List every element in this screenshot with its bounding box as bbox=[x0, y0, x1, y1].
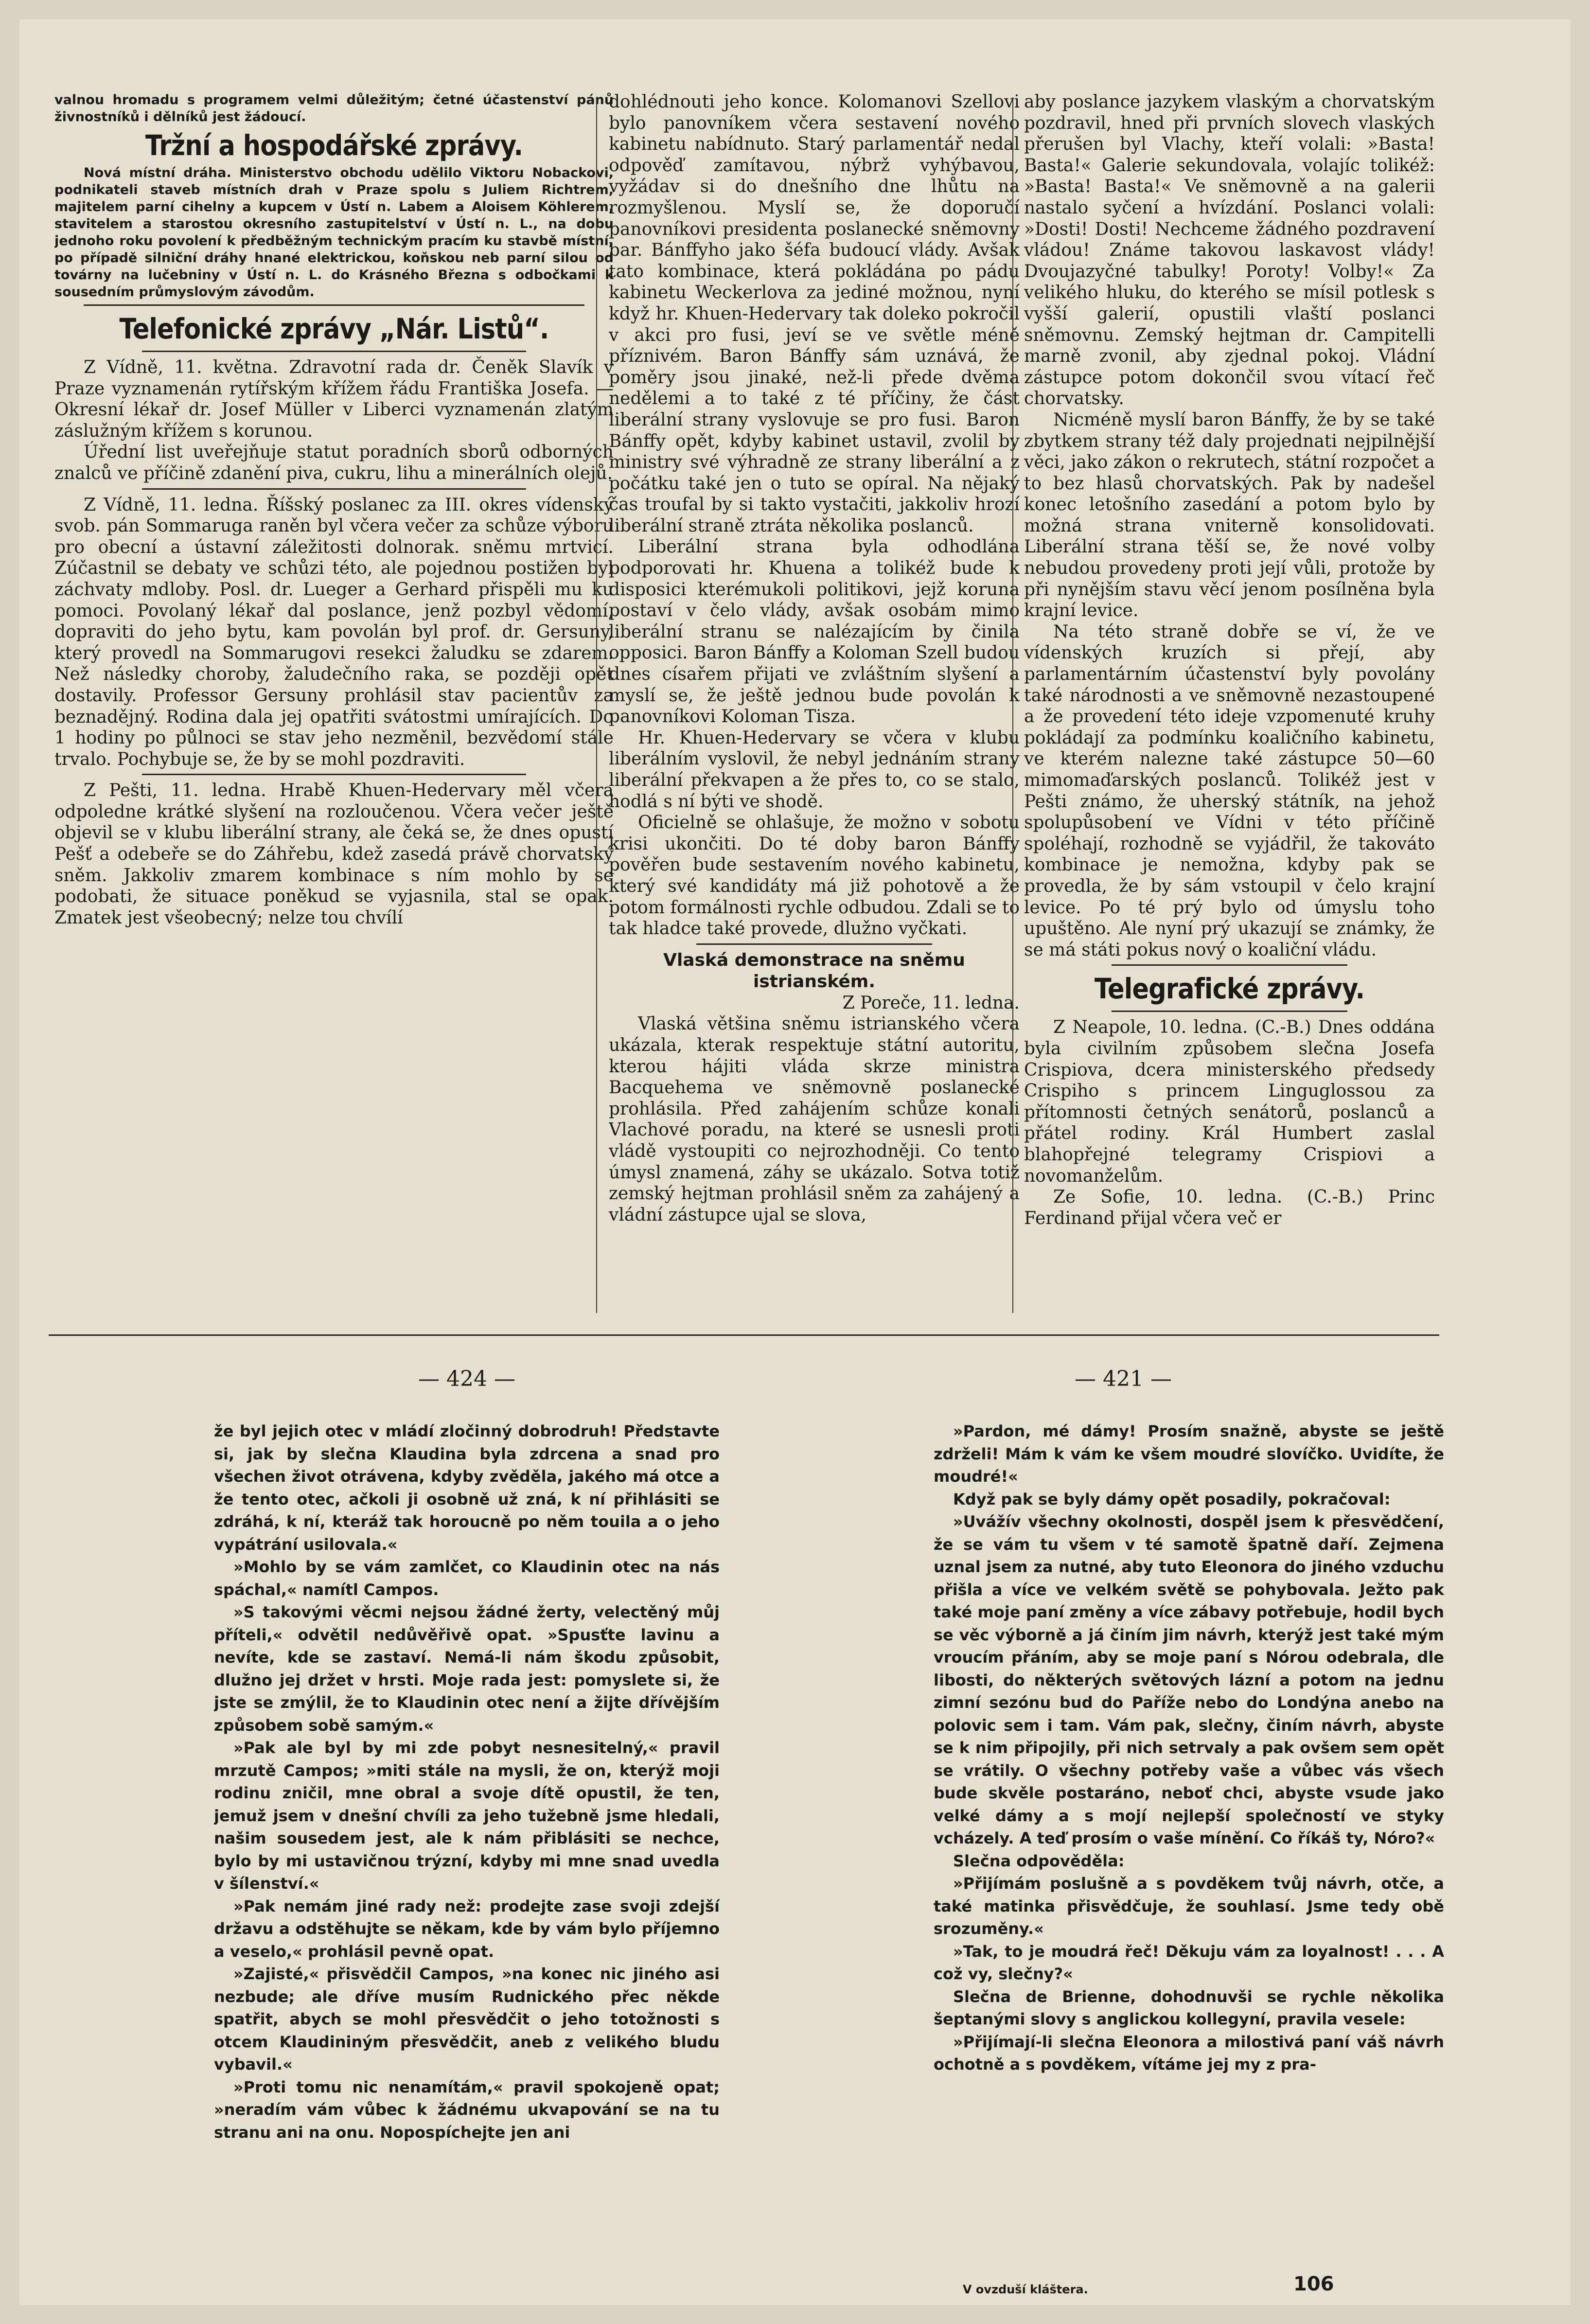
article-paragraph: aby poslance jazykem vlaským a chorvatským pozdravil, hned při prvních slovech vlaských přerušen byl Vlachy, kteří volali: »Basta! Basta!« Galerie sekundovala, volajíc tolikéž: »Basta! Basta!« Ve sněmovně a na galerii nastalo syčení a hvízdání. Poslanci volali: »Dosti! Dosti! Nechceme žádného pozdravení vládou! Známe takovou laskavost vlády! Dvoujazyčné tabulky! Poroty! Volby!« Za velikého hluku, do kterého se mísil potlesk s vyšší galerií, opustili vlaští poslanci sněmovnu. Zemský hejtman dr. Campitelli marně zvonil, aby zjednal pokoj. Vládní zástupce potom dokončil svou vítací řeč chorvatsky. bbox=[1024, 92, 1435, 409]
book-paragraph: »Uvážív všechny okolnosti, dospěl jsem k přesvědčení, že se vám tu všem v té samotě špatně daří. Zejmena uznal jsem za nutné, aby tuto Eleonora do jiného vzduchu přišla a více ve velkém světě se pohybovala. Ježto pak také moje paní změny a více zábavy potřebuje, hodil bych se věc výborně a já činím jim návrh, kterýž jest také mým vroucím přáním, aby se moje paní s Nórou odebrala, dle libosti, do některých světových lázní a potom na jednu zimní sezónu bud do Paříže nebo do Londýna anebo na polovic sem i tam. Vám pak, slečny, činím návrh, abyste se k nim připojily, při nich setrvaly a pak ovšem sem opět se vrátily. O všechny potřeby vaše a vůbec vás všech bude skvěle postaráno, neboť chci, abyste vsude jako velké dámy a s mojí nejlepší společností ve styky vcházely. A teď prosím o vaše mínění. Co říkáš ty, Nóro?« bbox=[934, 1512, 1444, 1847]
article-paragraph: Vlaská většina sněmu istrianského včera ukázala, kterak respektuje státní autoritu, kterou hájiti vláda skrze ministra Bacquehema ve sněmovně poslanecké prohlásila. Před zahájením schůze konali Vlachové poradu, na které se usnesli proti vládě vystoupiti co nejrozhodněji. Co tento úmysl znamená, záhy se ukázalo. Sotva totiž zemský hejtman prohlásil sněm za zahájený a vládní zástupce ujal se slova, bbox=[609, 1014, 1020, 1225]
footer-page-number: 106 bbox=[1293, 2273, 1334, 2295]
column-2 bbox=[609, 91, 1020, 1317]
divider bbox=[142, 774, 526, 775]
book-paragraph: že byl jejich otec v mládí zločinný dobrodruh! Představte si, jak by slečna Klaudina byla zdrcena a snad pro všechen život otrávena, kdyby zvěděla, jakého má otce a že tento otec, ačkoli ji osobně už zná, k ní přihlásiti se zdráhá, k ní, kteráž tak horoucně po něm touila a o jeho vypátrání usilovala.« bbox=[214, 1422, 720, 1554]
section-heading-istria: Vlaská demonstrace na sněmu istrianském. bbox=[663, 950, 965, 992]
section-heading-market: Tržní a hospodářské zprávy. bbox=[145, 129, 523, 162]
article-paragraph: Ze Sofie, 10. ledna. (C.-B.) Princ Ferdinand přijal včera več er bbox=[1024, 1187, 1435, 1228]
section-heading-telegraph: Telegrafické zprávy. bbox=[1094, 972, 1365, 1006]
column-separator bbox=[596, 97, 597, 1313]
book-paragraph: »Přijímají-li slečna Eleonora a milostivá paní váš návrh ochotně a s povděkem, vítáme jej my z pra- bbox=[934, 2032, 1444, 2074]
divider bbox=[1112, 964, 1347, 966]
book-paragraph: Slečna de Brienne, dohodnuvši se rychle několika šeptanými slovy s anglickou kollegyní, pravila vesele: bbox=[934, 1987, 1444, 2028]
book-paragraph: Slečna odpověděla: bbox=[953, 1851, 1125, 1870]
article-paragraph: Hr. Khuen-Hedervary se včera v klubu liberálním vyslovil, že nebyl jednáním strany liberální překvapen a že přes to, co se stalo, hodlá s ní býti ve shodě. bbox=[609, 727, 1020, 812]
article-paragraph: Oficielně se ohlašuje, že možno v sobotu krisi ukončiti. Do té doby baron Bánffy pověřen bude sestavením nového kabinetu, který své kandidáty má již pohotově a že potom formálnosti rychle odbudou. Zdali se to tak hladce také provede, dlužno vyčkati. bbox=[609, 813, 1020, 939]
page-number-left: — 424 — bbox=[418, 1366, 515, 1391]
article-paragraph: Liberální strana byla odhodlána podporovati hr. Khuena a tolikéž bude k disposici kterémukoli politikovi, jejž koruna postaví v čelo vlády, avšak osobám mimo liberální stranu se nalézajícím by činila opposici. Baron Bánffy a Koloman Szell budou dnes císařem přijati ve zvláštním slyšení a myslí se, že ještě jednou bude povolán k panovníkovi Koloman Tisza. bbox=[609, 537, 1020, 727]
book-paragraph: Když pak se byly dámy opět posadily, pokračoval: bbox=[953, 1490, 1391, 1508]
intro-text: valnou hromadu s programem velmi důležitým; četné účastenství pánů živnostníků i dělníků jest žádoucí. bbox=[54, 92, 614, 124]
divider bbox=[142, 351, 526, 352]
book-paragraph: »Proti tomu nic nenamítám,« pravil spokojeně opat; »neradím vám vůbec k žádnému ukvapování se na tu stranu ani na onu. Nopospíchejte jen ani bbox=[214, 2077, 720, 2142]
book-paragraph: »S takovými věcmi nejsou žádné žerty, velectěný můj příteli,« odvětil nedůvěřivě opat. »Spusťte lavinu a nevíte, kde se zastaví. Nemá-li nám škodu způsobit, dlužno jej držet v hrsti. Moje rada jest: pomyslete si, že jste se zmýlil, že to Klaudinin otec není a žijte dřívějším způsobem sobě samým.« bbox=[214, 1603, 720, 1735]
column-separator bbox=[1012, 97, 1013, 1313]
article-paragraph: Na této straně dobře se ví, že ve vídenských kruzích si přejí, aby parlamentárním účastenství byly povolány také národnosti a ve sněmovně nezastoupené a že provedení této ideje vzpomenuté kruhy pokládají za podmínku koaličního kabinetu, ve kterém nalezne také zástupce 50—60 mimomaďarských poslanců. Tolikéž jest v Pešti známo, že uherský státník, na jehož spolupůsobení ve Vídni v této příčině spoléhají, rozhodně se vyjádřil, že takováto kombinace je nemožna, kdyby pak se provedla, že by sám vstoupil v čelo krajní levice. Po té prý bylo od úmyslu toho upuštěno. Ale nyní prý ukazují se známky, že se má státi pokus nový o koaliční vládu. bbox=[1024, 621, 1435, 960]
page-number-right: — 421 — bbox=[1075, 1366, 1172, 1391]
section-heading-telephone: Telefonické zprávy „Nár. Listů“. bbox=[119, 312, 549, 345]
divider bbox=[142, 488, 526, 490]
article-paragraph: Z Pešti, 11. ledna. Hrabě Khuen-Hedervary měl včera odpoledne krátké slyšení na rozloučenou. Včera večer ještě objevil se v klubu liberální strany, ale čeká se, že dnes opustí Pešť a odebeře se do Záhřebu, kdež zasedá právě chorvatský sněm. Jakkoliv zmarem kombinace s ním mohlo by se podobati, že situace poněkud se vyjasnila, stal se opak. Zmatek jest všeobecný; nelze tou chvílí bbox=[54, 781, 614, 928]
book-paragraph: »Pak nemám jiné rady než: prodejte zase svoji zdejší državu a odstěhujte se někam, kde by vám bylo příjemno a veselo,« prohlásil pevně opat. bbox=[214, 1897, 720, 1961]
footer-title: V ovzduší kláštera. bbox=[963, 2283, 1088, 2296]
article-paragraph: Z Vídně, 11. ledna. Říšský poslanec za III. okres vídenský svob. pán Sommaruga raněn byl včera večer za schůze výboru pro obecní a ústavní záležitosti dolnorak. sněmu mrtvicí. Zúčastnil se debaty ve schůzi této, ale pojednou postižen byl záchvaty mdloby. Posl. dr. Lueger a Gerhard přispěli mu ku pomoci. Povolaný lékař dal poslance, jenž pozbyl vědomí, dopraviti do jeho bytu, kam povolán byl prof. dr. Gersuny, který provedl na Sommarugovi resekci žaludku se zdarem. Než následky choroby, žaludečního raka, se později opět dostavily. Professor Gersuny prohlásil stav pacientův za beznadějný. Rodina dala jej opatřiti svátostmi umírajících. Do 1 hodiny po půlnoci se stav jeho nezměnil, bezvědomí stále trvalo. Pochybuje se, že by se mohl pozdraviti. bbox=[54, 495, 614, 769]
dateline: Z Poreče, 11. ledna. bbox=[842, 993, 1020, 1013]
article-paragraph: Nicméně myslí baron Bánffy, že by se také zbytkem strany též daly projednati nejpilnější věci, jako zákon o rekrutech, státní rozpočet a to bez hlasů chorvatských. Pak by nadešel konec letošního zasedání a potom bylo by možná strana vniterně konsolidovati. Liberální strana těší se, že nové volby nebudou provedeny proti její vůli, protože by při nynějším stavu věcí jenom posílněna byla krajní levice. bbox=[1024, 409, 1435, 621]
divider bbox=[84, 304, 584, 306]
book-column-left bbox=[214, 1420, 720, 2276]
article-paragraph: Z Neapole, 10. ledna. (C.-B.) Dnes oddána byla civilním způsobem slečna Josefa Crispiova, dcera ministerského předsedy Crispiho s princem Linguglossou za přítomnosti četných senátorů, poslanců a přátel rodiny. Král Humbert zaslal blahopřejné telegramy Crispiovi a novomanželům. bbox=[1024, 1017, 1435, 1186]
book-paragraph: »Mohlo by se vám zamlčet, co Klaudinin otec na nás spáchal,« namítl Campos. bbox=[214, 1558, 720, 1599]
book-paragraph: »Zajisté,« přisvědčil Campos, »na konec nic jiného asi nezbude; ale dříve musím Rudnického přec někde spatřit, abych se mohl přesvědčit o jeho totožnosti s otcem Klaudininým přesvědčit, aneb z velikého bludu vybavil.« bbox=[214, 1965, 720, 2074]
article-paragraph: Z Vídně, 11. května. Zdravotní rada dr. Čeněk Slavík v Praze vyznamenán rytířským křížem řádu Františka Josefa. — Okresní lékař dr. Josef Müller v Liberci vyznamenán zlatým záslužným křížem s korunou. bbox=[54, 357, 614, 441]
divider bbox=[696, 943, 932, 945]
book-paragraph: »Pardon, mé dámy! Prosím snažně, abyste se ještě zdrželi! Mám k vám ke všem moudré slovíčko. Uvidíte, že moudré!« bbox=[934, 1422, 1444, 1486]
book-paragraph: »Přijímám poslušně a s povděkem tvůj návrh, otče, a také matinka přisvědčuje, že souhlasí. Jsme tedy obě srozuměny.« bbox=[934, 1874, 1444, 1938]
book-paragraph: »Tak, to je moudrá řeč! Děkuju vám za loyalnost! . . . A což vy, slečny?« bbox=[934, 1942, 1444, 1983]
column-3 bbox=[1024, 91, 1435, 1317]
article-paragraph: dohlédnouti jeho konce. Kolomanovi Szellovi bylo panovníkem včera sestavení nového kabinetu nabídnuto. Starý parlamentář nedal odpověď zamítavou, nýbrž vyhýbavou, vyžádav si do dnešního dne lhůtu na rozmyšlenou. Myslí se, že doporučí panovníkovi presidenta poslanecké sněmovny bar. Bánffyho jako šéfa budoucí vlády. Avšak tato kombinace, která pokládána po pádu kabinetu Weckerlova za jediné možnou, nyní když hr. Khuen-Hedervary tak doleko pokročil v akci pro fusi, jeví se ve světle méně příznivém. Baron Bánffy sám uznává, že poměry jsou jinaké, než-li přede dvěma nedělemi a to také z té příčiny, že část liberální strany vyslovuje se pro fusi. Baron Bánffy opět, kdyby kabinet ustavil, zvolil by ministry své výhradně ze strany liberální a z počátku také jen o tuto se opíral. Na nějaký čas troufal by si takto vystačiti, jakkoliv hrozí liberální straně ztráta několika poslanců. bbox=[609, 92, 1020, 536]
divider bbox=[1112, 1011, 1347, 1012]
book-column-right bbox=[934, 1420, 1444, 2276]
column-1 bbox=[54, 91, 614, 1317]
page-divider bbox=[49, 1334, 1439, 1336]
newspaper-page bbox=[19, 19, 1571, 2305]
article-paragraph: Úřední list uveřejňuje statut poradních sborů odborných znalců ve příčině zdanění piva, cukru, lihu a minerálních olejů. bbox=[54, 442, 614, 483]
book-paragraph: »Pak ale byl by mi zde pobyt nesnesitelný,« pravil mrzutě Campos; »miti stále na mysli, že on, kterýž moji rodinu zničil, mne obral a svoje dítě opustil, že ten, jemuž jsem v dnešní chvíli za jeho tužebně jsme hledali, našim sousedem jest, ale k nám přiblásiti se nechce, bylo by mi ustavičnou trýzní, kdyby mi mne snad uvedla v šílenství.« bbox=[214, 1739, 720, 1893]
market-text: Nová místní dráha. Ministerstvo obchodu udělilo Viktoru Nobackovi, podnikateli staveb místních drah v Praze spolu s Juliem Richtrem, majitelem parní cihelny a kupcem v Ústí n. Labem a Aloisem Köhlerem, stavitelem a starostou okresního zastupitelství v Ústí n. L., na dobu jednoho roku povolení k předběžným technickým pracím ku stavbě místní, po případě silniční dráhy hnané elektrickou, koňskou neb parní silou od továrny na lučebniny v Ústí n. L. do Krásného Března s odbočkami k sousedním průmyslovým závodům. bbox=[54, 165, 614, 300]
